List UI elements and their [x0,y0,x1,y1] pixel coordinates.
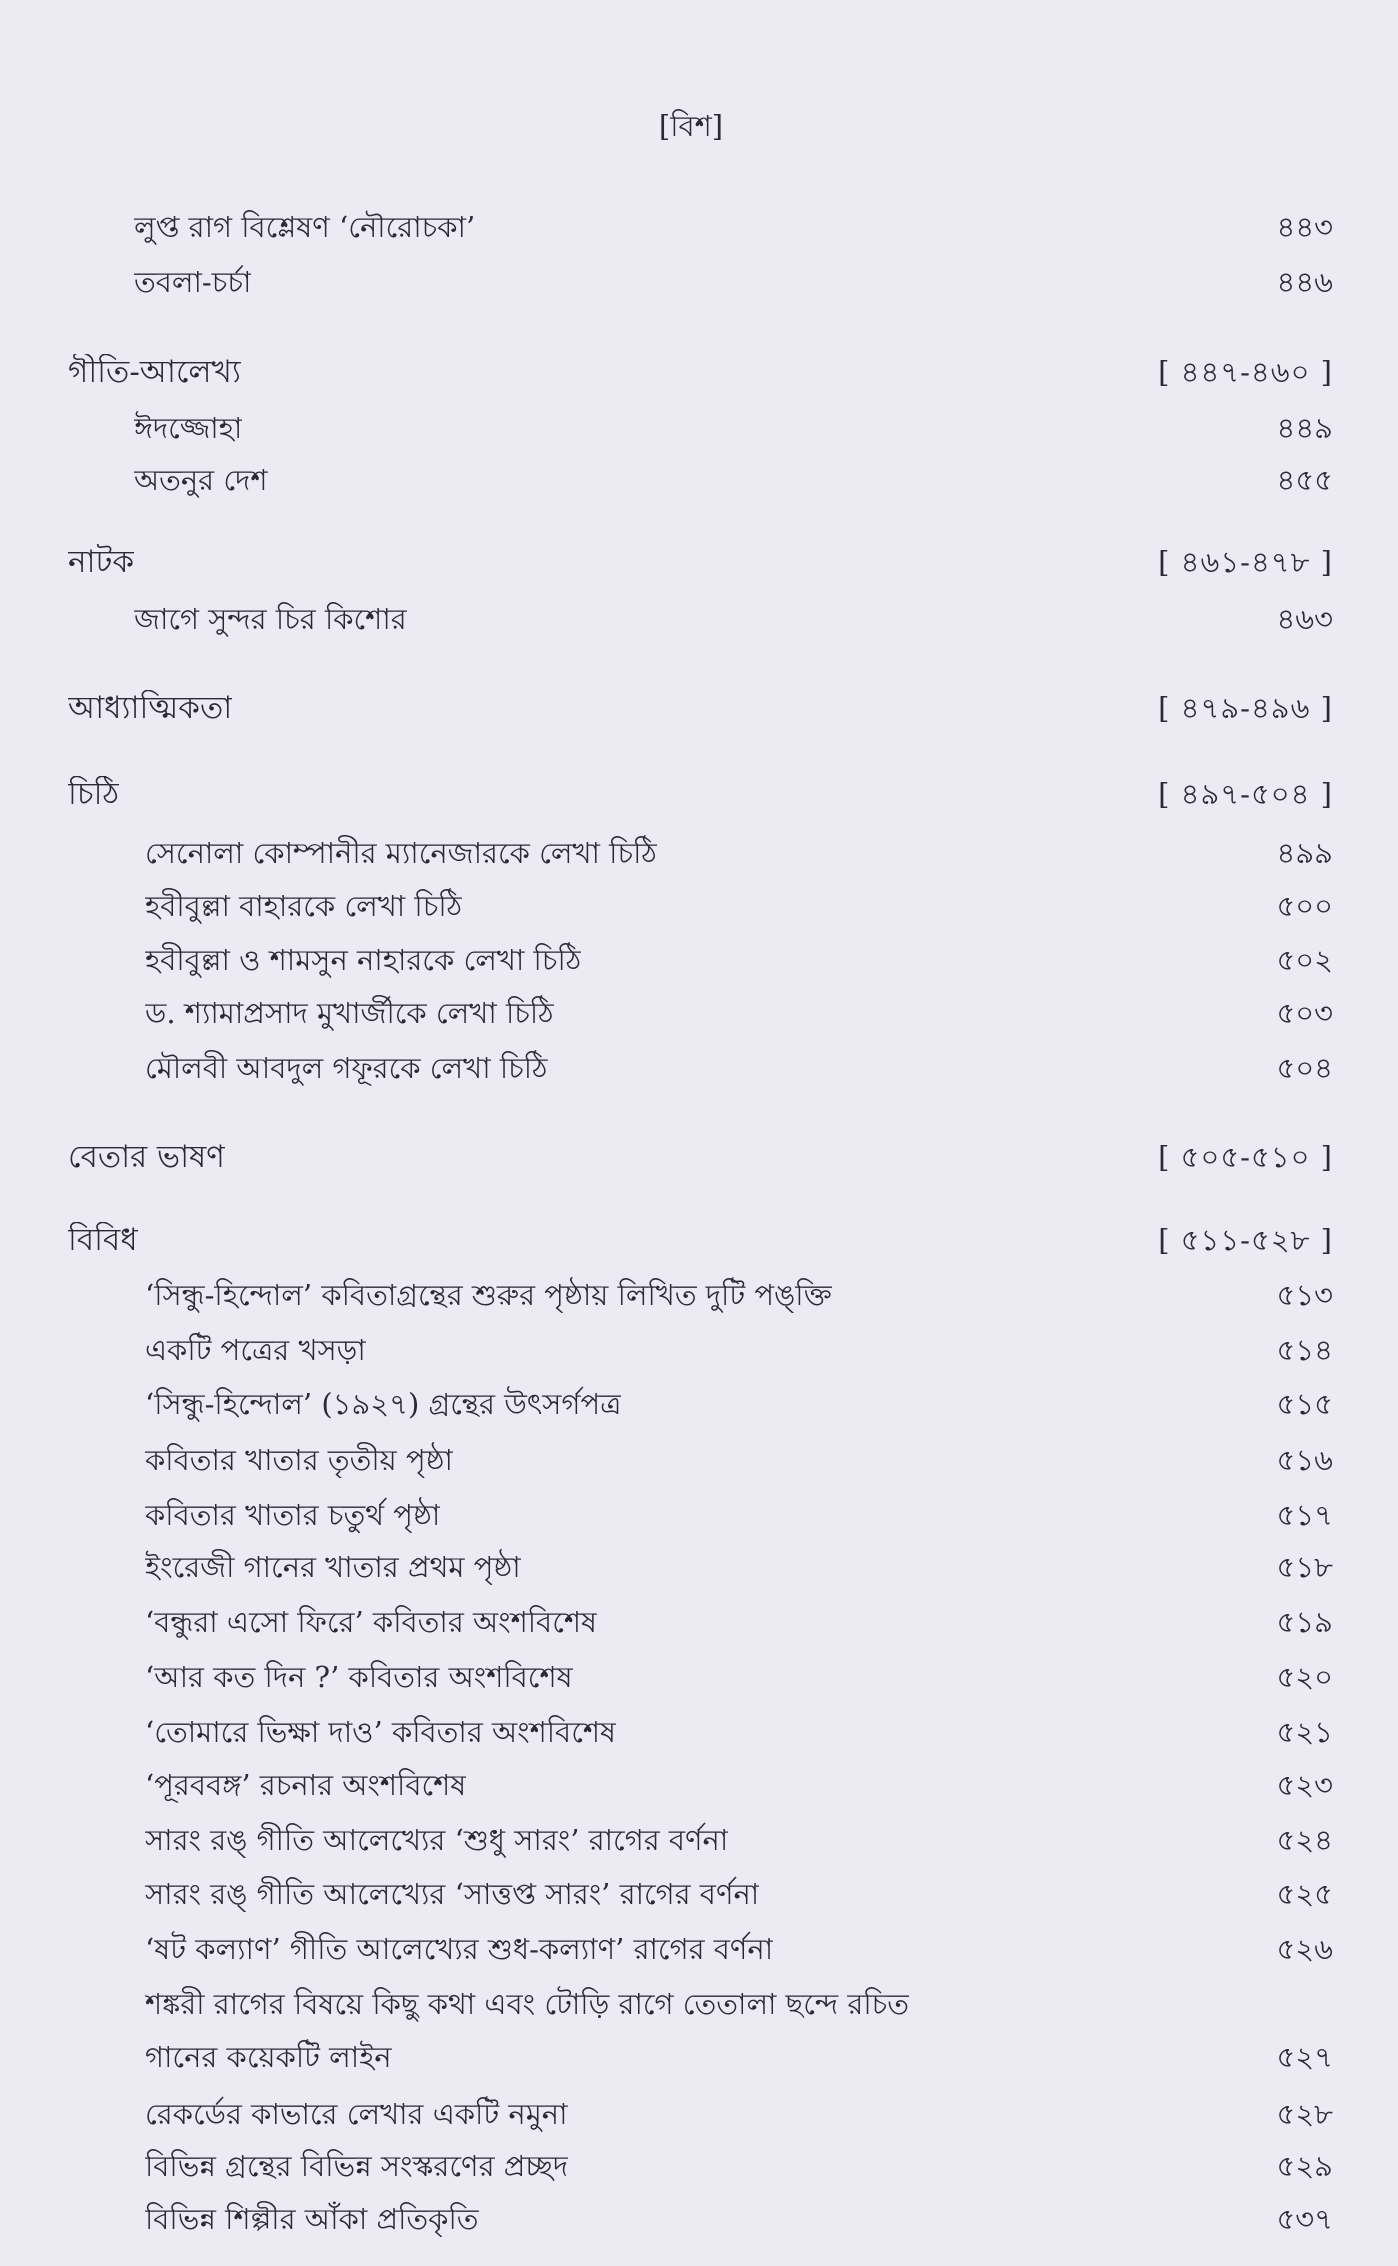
section-row [0,776,1398,812]
toc-item-title: ‘তোমারে ভিক্ষা দাও’ কবিতার অংশবিশেষ [145,1715,617,1749]
toc-item-page: ৪৪৩ [1276,210,1333,244]
toc-row [0,601,1398,637]
toc-row [0,2039,1398,2075]
toc-item-page: ৪৬৩ [1276,602,1333,636]
page-header: [বিশ] [658,109,724,143]
section-page-range: [ ৫১১-৫২৮ ] [1158,1223,1333,1257]
toc-row [0,1442,1398,1478]
toc-item-title-line: গানের কয়েকটি লাইন [145,2040,392,2074]
toc-row [0,1277,1398,1313]
section-row [0,354,1398,390]
toc-row [0,1986,1398,2022]
toc-row [0,2096,1398,2132]
toc-item-title: কবিতার খাতার তৃতীয় পৃষ্ঠা [145,1443,453,1477]
toc-item-page: ৪৪৬ [1276,265,1333,299]
section-page-range: [ ৪৪৭-৪৬০ ] [1158,355,1333,389]
toc-item-page: ৪৯৯ [1276,836,1333,870]
toc-item-title: জাগে সুন্দর চির কিশোর [134,602,407,636]
toc-row [0,942,1398,978]
toc-item-page: ৫২৪ [1276,1823,1333,1857]
toc-item-page: ৫২৭ [1276,2040,1333,2074]
toc-row [0,264,1398,300]
toc-item-page: ৫২৬ [1276,1932,1333,1966]
toc-item-page: ৫২১ [1276,1715,1333,1749]
section-page-range: [ ৪৬১-৪৭৮ ] [1158,545,1333,579]
section-page-range: [ ৫০৫-৫১০ ] [1158,1140,1333,1174]
toc-row [0,2148,1398,2184]
toc-row [0,1497,1398,1533]
toc-row [0,1822,1398,1858]
toc-item-page: ৫১৬ [1276,1443,1333,1477]
toc-row [0,835,1398,871]
toc-item-page: ৫১৩ [1276,1278,1333,1312]
section-row [0,544,1398,580]
section-title: চিঠি [68,776,120,812]
toc-item-title: ‘আর কত দিন ?’ কবিতার অংশবিশেষ [145,1660,573,1694]
toc-item-title: মৌলবী আবদুল গফূরকে লেখা চিঠি [145,1051,548,1085]
toc-row [0,888,1398,924]
toc-item-title: সারং রঙ্ গীতি আলেখ্যের ‘শুধু সারং’ রাগের বর্ণনা [145,1823,729,1857]
section-row [0,1139,1398,1175]
toc-item-title: ড. শ্যামাপ্রসাদ মুখার্জীকে লেখা চিঠি [145,996,554,1030]
toc-row [0,1931,1398,1967]
toc-item-page: ৫১৪ [1276,1333,1333,1367]
toc-item-title: হবীবুল্লা বাহারকে লেখা চিঠি [145,889,463,923]
toc-item-page: ৫১৫ [1276,1387,1333,1421]
section-title: বিবিধ [68,1222,138,1258]
toc-item-page: ৫২০ [1276,1660,1333,1694]
toc-item-title: তবলা-চর্চা [134,265,252,299]
toc-row [0,462,1398,498]
toc-row [0,2201,1398,2237]
toc-item-title-line: শঙ্করী রাগের বিষয়ে কিছু কথা এবং টোড়ি রাগে তেতালা ছন্দে রচিত [145,1987,910,2021]
toc-item-title: কবিতার খাতার চতুর্থ পৃষ্ঠা [145,1498,441,1532]
section-row [0,1222,1398,1258]
toc-row [0,1767,1398,1803]
toc-item-page: ৫০৪ [1276,1051,1333,1085]
toc-row [0,1604,1398,1640]
toc-item-title: ‘পূরববঙ্গ’ রচনার অংশবিশেষ [145,1768,467,1802]
toc-item-title: লুপ্ত রাগ বিশ্লেষণ ‘নৌরোচকা’ [134,210,476,244]
toc-item-title: ঈদজ্জোহা [134,411,243,445]
section-title: নাটক [68,544,135,580]
toc-item-page: ৫১৮ [1276,1550,1333,1584]
toc-item-title: ‘সিন্ধু-হিন্দোল’ (১৯২৭) গ্রন্থের উৎসর্গপত্র [145,1387,622,1421]
section-page-range: [ ৪৯৭-৫০৪ ] [1158,777,1333,811]
toc-row [0,1386,1398,1422]
section-page-range: [ ৪৭৯-৪৯৬ ] [1158,691,1333,725]
toc-item-page: ৫০৩ [1276,996,1333,1030]
section-title: গীতি-আলেখ্য [68,354,241,390]
toc-item-title: সারং রঙ্ গীতি আলেখ্যের ‘সাত্তপ্ত সারং’ রাগের বর্ণনা [145,1877,760,1911]
toc-item-page: ৫৩৭ [1276,2202,1333,2236]
toc-item-page: ৫০০ [1276,889,1333,923]
section-row [0,690,1398,726]
toc-item-title: হবীবুল্লা ও শামসুন নাহারকে লেখা চিঠি [145,943,582,977]
toc-item-title: একটি পত্রের খসড়া [145,1333,366,1367]
toc-item-page: ৫২৮ [1276,2097,1333,2131]
toc-item-title: ‘সিন্ধু-হিন্দোল’ কবিতাগ্রন্থের শুরুর পৃষ্ঠায় লিখিত দুটি পঙ্‌ক্তি [145,1278,832,1312]
toc-row [0,1050,1398,1086]
toc-item-page: ৪৪৯ [1276,411,1333,445]
toc-row [0,1876,1398,1912]
toc-row [0,995,1398,1031]
toc-item-page: ৪৫৫ [1276,463,1333,497]
toc-row [0,209,1398,245]
toc-item-title: ‘ষট কল্যাণ’ গীতি আলেখ্যের শুধ-কল্যাণ’ রাগের বর্ণনা [145,1932,774,1966]
section-title: আধ্যাত্মিকতা [68,690,233,726]
toc-item-title: ‘বন্ধুরা এসো ফিরে’ কবিতার অংশবিশেষ [145,1605,597,1639]
toc-item-page: ৫২৫ [1276,1877,1333,1911]
toc-item-title: রেকর্ডের কাভারে লেখার একটি নমুনা [145,2097,568,2131]
toc-row [0,410,1398,446]
toc-row [0,1549,1398,1585]
toc-row [0,1714,1398,1750]
toc-item-page: ৫১৭ [1276,1498,1333,1532]
toc-item-title: অতনুর দেশ [134,463,268,497]
section-title: বেতার ভাষণ [68,1139,225,1175]
toc-item-title: বিভিন্ন শিল্পীর আঁকা প্রতিকৃতি [145,2202,479,2236]
toc-row [0,1332,1398,1368]
toc-item-page: ৫০২ [1276,943,1333,977]
toc-item-title: বিভিন্ন গ্রন্থের বিভিন্ন সংস্করণের প্রচ্ছদ [145,2149,569,2183]
toc-item-title: সেনোলা কোম্পানীর ম্যানেজারকে লেখা চিঠি [145,836,657,870]
toc-row [0,1659,1398,1695]
toc-item-page: ৫২৯ [1276,2149,1333,2183]
toc-item-title: ইংরেজী গানের খাতার প্রথম পৃষ্ঠা [145,1550,521,1584]
toc-item-page: ৫১৯ [1276,1605,1333,1639]
toc-item-page: ৫২৩ [1276,1768,1333,1802]
